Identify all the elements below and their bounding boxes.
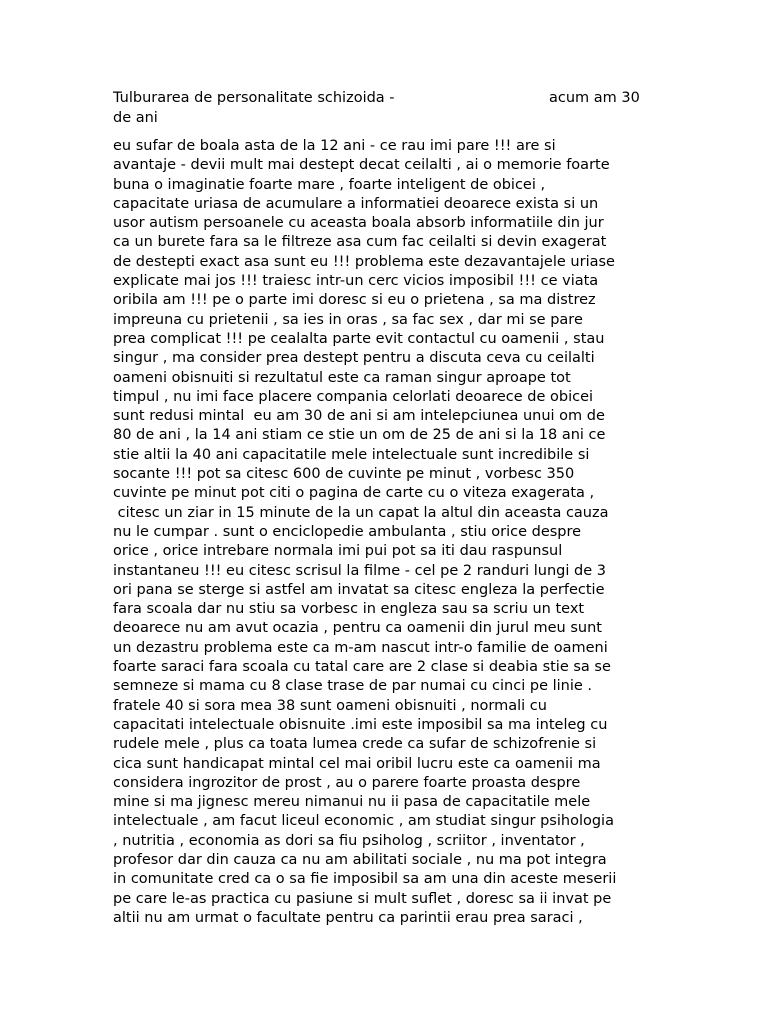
body-line: buna o imaginatie foarte mare , foarte inteligent de obicei , xyxy=(113,176,546,193)
body-line: 80 de ani , la 14 ani stiam ce stie un om de 25 de ani si la 18 ani ce xyxy=(113,427,606,444)
body-line: , nutritia , economia as dori sa fiu psiholog , scriitor , inventator , xyxy=(113,832,585,849)
body-line: capacitati intelectuale obisnuite .imi este imposibil sa ma inteleg cu xyxy=(113,716,608,733)
body-line: semneze si mama cu 8 clase trase de par numai cu cinci pe linie . xyxy=(113,678,593,695)
body-line: in comunitate cred ca o sa fie imposibil sa am una din aceste meserii xyxy=(113,871,617,888)
body-line: pe care le-as practica cu pasiune si mult suflet , doresc sa ii invat pe xyxy=(113,890,612,907)
body-line: mine si ma jignesc mereu nimanui nu ii pasa de capacitatile mele xyxy=(113,794,591,811)
body-line: usor autism persoanele cu aceasta boala absorb informatiile din jur xyxy=(113,215,604,232)
body-line: capacitate uriasa de acumulare a informatiei deoarece exista si un xyxy=(113,195,599,212)
body-line: cica sunt handicapat mintal cel mai oribil lucru este ca oamenii ma xyxy=(113,755,601,772)
title-continuation: de ani xyxy=(113,110,158,126)
title-line xyxy=(113,88,653,108)
body-line: rudele mele , plus ca toata lumea crede ca sufar de schizofrenie si xyxy=(113,736,597,753)
body-line: cuvinte pe minut pot citi o pagina de carte cu o viteza exagerata , xyxy=(113,485,595,502)
body-line: stie altii la 40 ani capacitatile mele intelectuale sunt incredibile si xyxy=(113,446,590,463)
title-text: Tulburarea de personalitate schizoida - xyxy=(113,90,395,106)
body-line: oribila am !!! pe o parte imi doresc si eu o prietena , sa ma distrez xyxy=(113,292,596,309)
body-line: foarte saraci fara scoala cu tatal care are 2 clase si deabia stie sa se xyxy=(113,659,611,676)
body-line: fratele 40 si sora mea 38 sunt oameni obisnuiti , normali cu xyxy=(113,697,547,714)
body-line: orice , orice intrebare normala imi pui pot sa iti dau raspunsul xyxy=(113,543,563,560)
body-line: profesor dar din cauza ca nu am abilitati sociale , nu ma pot integra xyxy=(113,851,607,868)
body-line: fara scoala dar nu stiu sa vorbesc in engleza sau sa scriu un text xyxy=(113,601,585,618)
body-line: altii nu am urmat o facultate pentru ca parintii erau prea saraci , xyxy=(113,909,583,926)
body-line: avantaje - devii mult mai destept decat ceilalti , ai o memorie foarte xyxy=(113,157,610,174)
body-line: citesc un ziar in 15 minute de la un capat la altul din aceasta cauza xyxy=(113,504,609,521)
body-line: deoarece nu am avut ocazia , pentru ca oamenii din jurul meu sunt xyxy=(113,620,602,637)
body-paragraph xyxy=(113,137,658,928)
body-line: socante !!! pot sa citesc 600 de cuvinte pe minut , vorbesc 350 xyxy=(113,466,575,483)
body-line: timpul , nu imi face placere compania celorlati deoarece de obicei xyxy=(113,388,594,405)
body-line: prea complicat !!! pe cealalta parte evit contactul cu oamenii , stau xyxy=(113,330,605,347)
body-line: ca un burete fara sa le filtreze asa cum fac ceilalti si devin exagerat xyxy=(113,234,607,251)
body-line: oameni obisnuiti si rezultatul este ca raman singur aproape tot xyxy=(113,369,571,386)
body-line: sunt redusi mintal eu am 30 de ani si am intelepciunea unui om de xyxy=(113,408,605,425)
body-line: un dezastru problema este ca m-am nascut intr-o familie de oameni xyxy=(113,639,608,656)
body-line: intelectuale , am facut liceul economic , am studiat singur psihologia xyxy=(113,813,614,830)
body-line: instantaneu !!! eu citesc scrisul la filme - cel pe 2 randuri lungi de 3 xyxy=(113,562,606,579)
body-line: explicate mai jos !!! traiesc intr-un cerc vicios imposibil !!! ce viata xyxy=(113,273,599,290)
body-line: eu sufar de boala asta de la 12 ani - ce rau imi pare !!! are si xyxy=(113,138,556,154)
body-line: impreuna cu prietenii , sa ies in oras , sa fac sex , dar mi se pare xyxy=(113,311,583,328)
body-line: nu le cumpar . sunt o enciclopedie ambulanta , stiu orice despre xyxy=(113,523,582,540)
body-line: ori pana se sterge si astfel am invatat sa citesc engleza la perfectie xyxy=(113,581,605,598)
title-age-text: acum am 30 xyxy=(549,90,640,106)
body-line: considera ingrozitor de prost , au o parere foarte proasta despre xyxy=(113,774,581,791)
body-line: singur , ma consider prea destept pentru a discuta ceva cu ceilalti xyxy=(113,350,595,367)
document-title xyxy=(113,88,653,128)
body-line: de destepti exact asa sunt eu !!! problema este dezavantajele uriase xyxy=(113,253,615,270)
